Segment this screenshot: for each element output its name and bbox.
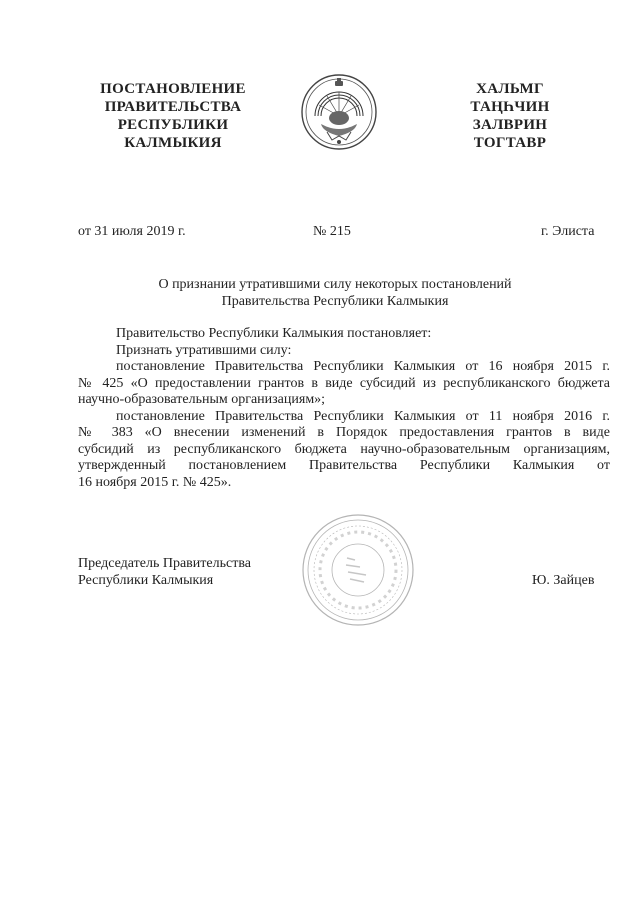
official-seal-stamp-icon	[300, 512, 416, 628]
header-left-line: КАЛМЫКИЯ	[124, 135, 222, 151]
header-left-russian	[84, 80, 262, 152]
item-2-line: субсидий из республиканского бюджета научно-образовательным организациям,	[78, 441, 610, 457]
signatory-position	[78, 555, 251, 589]
header-right-line: ЗАЛВРИН	[472, 117, 548, 133]
header-right-line: ТОГТАВР	[473, 135, 547, 151]
header-left-line: ПОСТАНОВЛЕНИЕ	[100, 81, 246, 97]
document-title	[100, 276, 570, 310]
header-left-line: ПРАВИТЕЛЬСТВА	[104, 99, 242, 115]
header-right-kalmyk	[440, 80, 580, 152]
header-right-line: ТАҢҺЧИН	[470, 99, 550, 115]
item-2-paragraph	[78, 409, 610, 492]
item-2-line: постановление Правительства Республики Калмыкия от 11 ноября 2016 г.	[116, 408, 610, 424]
item-1-paragraph	[78, 359, 610, 409]
signatory-position-line: Республики Калмыкия	[78, 573, 214, 588]
intro-paragraph: Правительство Республики Калмыкия постановляет:	[116, 326, 432, 341]
item-2-line: утвержденный постановлением Правительства Республики Калмыкия от	[78, 458, 610, 473]
item-1-line: научно-образовательным организациям»;	[78, 392, 326, 407]
declare-paragraph: Признать утратившими силу:	[116, 342, 292, 358]
item-1-line: № 425 «О предоставлении грантов в виде субсидий из республиканского бюджета	[78, 375, 610, 391]
coat-of-arms-kalmykia-icon	[299, 72, 379, 152]
title-line: О признании утратившими силу некоторых постановлений	[158, 277, 512, 292]
signatory-name: Ю. Зайцев	[532, 573, 595, 588]
item-2-line: № 383 «О внесении изменений в Порядок предоставления грантов в виде	[78, 425, 610, 440]
document-city: г. Элиста	[541, 224, 595, 239]
title-line: Правительства Республики Калмыкия	[221, 294, 449, 309]
document-body	[78, 326, 610, 491]
header-left-line: РЕСПУБЛИКИ	[117, 117, 229, 133]
item-2-line: 16 ноября 2015 г. № 425».	[78, 474, 232, 490]
document-number: № 215	[313, 224, 351, 239]
signatory-position-line: Председатель Правительства	[78, 556, 251, 571]
header-right-line: ХАЛЬМГ	[476, 81, 544, 97]
item-1-line: постановление Правительства Республики Калмыкия от 16 ноября 2015 г.	[116, 359, 610, 374]
document-date: от 31 июля 2019 г.	[78, 224, 186, 239]
